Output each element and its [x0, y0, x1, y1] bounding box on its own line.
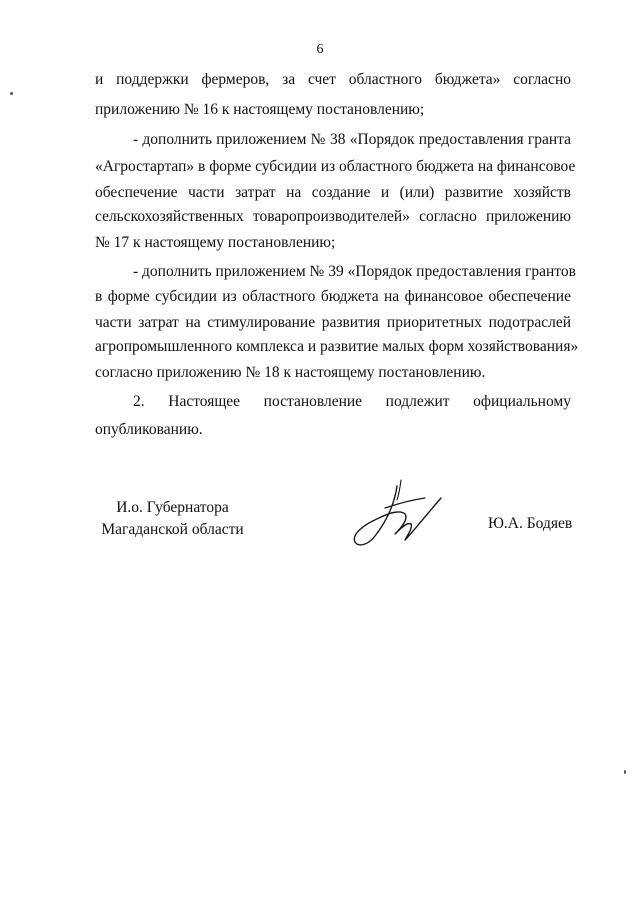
text-line: приложению № 16 к настоящему постановлению; [95, 101, 425, 118]
page-number: 6 [316, 42, 324, 57]
signatory-name: Ю.А. Бодяев [488, 515, 573, 532]
text-line: - дополнить приложением № 39 «Порядок предоставления грантов [133, 263, 576, 280]
text-line: - дополнить приложением № 38 «Порядок предоставления гранта [133, 131, 571, 148]
text-line: опубликованию. [95, 421, 203, 438]
signatory-title-line2: Магаданской области [101, 521, 244, 538]
text-line: в форме субсидии из областного бюджета на финансовое обеспечение [95, 288, 571, 305]
handwritten-signature [345, 478, 455, 558]
signatory-title [90, 497, 255, 541]
text-line: части затрат на стимулирование развития приоритетных подотраслей [95, 314, 571, 331]
text-line: и поддержки фермеров, за счет областного бюджета» согласно [95, 71, 571, 88]
text-line: обеспечение части затрат на создание и (или) развитие хозяйств [95, 184, 571, 201]
text-line: «Агростартап» в форме субсидии из областного бюджета на финансовое [95, 158, 576, 175]
signatory-title-line1: И.о. Губернатора [116, 499, 229, 516]
text-line: 2. Настоящее постановление подлежит официальному [133, 393, 571, 410]
text-line: № 17 к настоящему постановлению; [95, 234, 336, 251]
text-line: согласно приложению № 18 к настоящему постановлению. [95, 364, 486, 381]
text-line: агропромышленного комплекса и развитие малых форм хозяйствования» [95, 338, 579, 355]
scan-speck [10, 92, 13, 95]
text-line: сельскохозяйственных товаропроизводителей» согласно приложению [95, 208, 571, 225]
scan-speck [624, 770, 626, 774]
